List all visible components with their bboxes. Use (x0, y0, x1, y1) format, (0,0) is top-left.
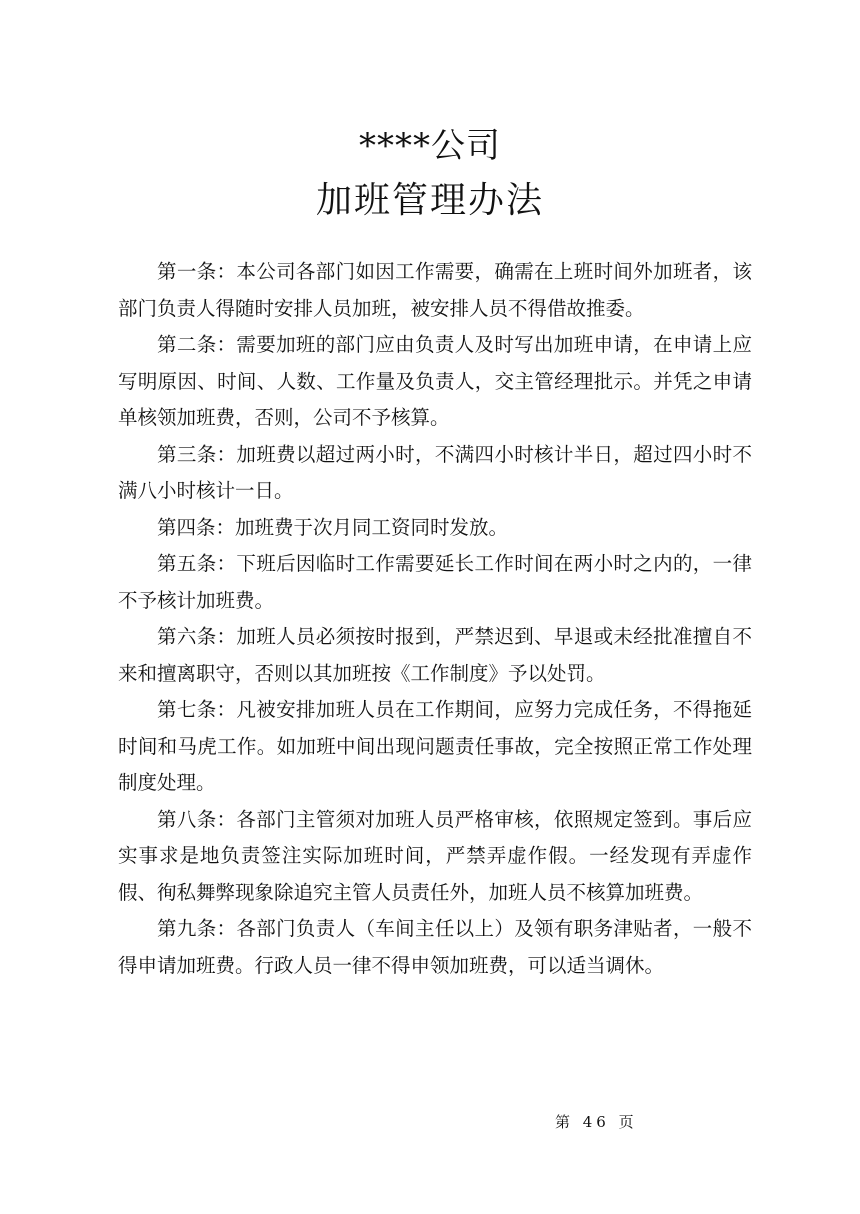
article-8: 第八条：各部门主管须对加班人员严格审核，依照规定签到。事后应实事求是地负责签注实际加班时间，严禁弄虚作假。一经发现有弄虚作假、徇私舞弊现象除追究主管人员责任外，加班人员不核算加班费。 (118, 807, 752, 904)
article-1: 第一条：本公司各部门如因工作需要，确需在上班时间外加班者，该部门负责人得随时安排人员加班，被安排人员不得借故推委。 (118, 260, 752, 320)
article-2: 第二条：需要加班的部门应由负责人及时写出加班申请，在申请上应写明原因、时间、人数、工作量及负责人，交主管经理批示。并凭之申请单核领加班费，否则，公司不予核算。 (118, 333, 752, 429)
article-9: 第九条：各部门负责人（车间主任以上）及领有职务津贴者，一般不得申请加班费。行政人员一律不得申领加班费，可以适当调休。 (118, 917, 752, 977)
article-3: 第三条：加班费以超过两小时，不满四小时核计半日，超过四小时不满八小时核计一日。 (118, 442, 752, 502)
article-7: 第七条：凡被安排加班人员在工作期间，应努力完成任务，不得拖延时间和马虎工作。如加班中间出现问题责任事故，完全按照正常工作处理制度处理。 (118, 698, 752, 794)
article-5: 第五条：下班后因临时工作需要延长工作时间在两小时之内的，一律不予核计加班费。 (118, 552, 752, 612)
article-4: 第四条：加班费于次月同工资同时发放。 (157, 515, 509, 539)
article-list (118, 254, 752, 984)
article-6: 第六条：加班人员必须按时报到，严禁迟到、早退或未经批准擅自不来和擅离职守，否则以其加班按《工作制度》予以处罚。 (118, 625, 752, 685)
page-number: 第 46 页 (555, 1113, 638, 1131)
document-title: 加班管理办法 (315, 180, 544, 221)
company-title: ****公司 (359, 126, 501, 166)
